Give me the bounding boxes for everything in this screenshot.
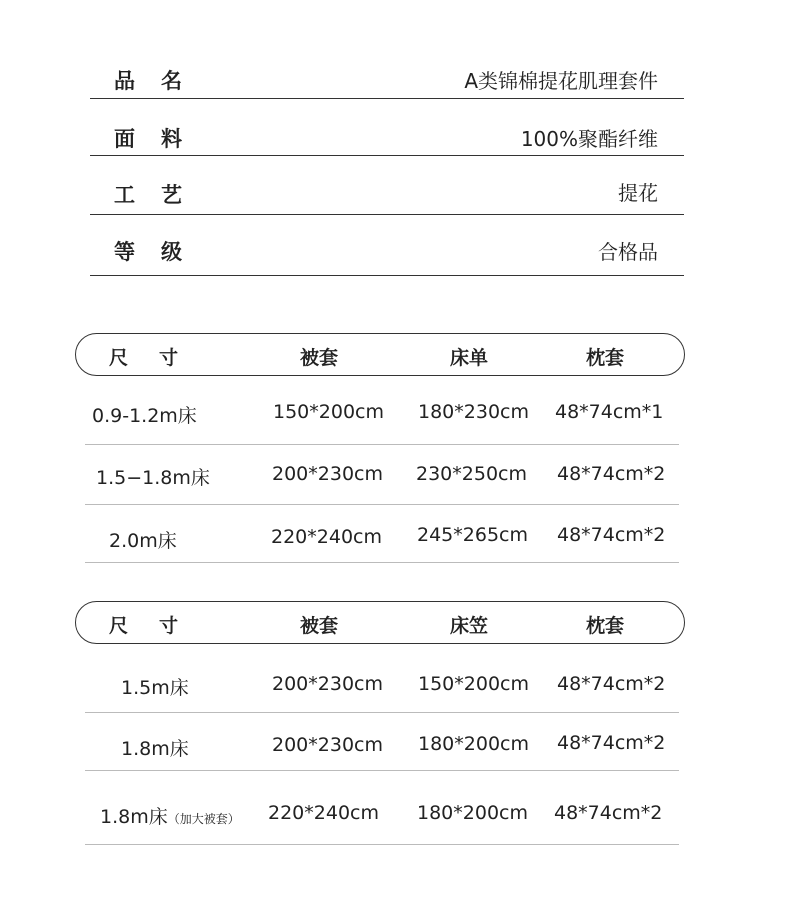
- spec-label-char: 品: [114, 69, 135, 93]
- cell-size: 0.9-1.2m床: [92, 405, 197, 427]
- spec-label-char: 级: [161, 240, 182, 264]
- header-fitted-sheet: 床笠: [450, 615, 489, 637]
- table-row: [85, 770, 679, 845]
- cell-sheet: 180*230cm: [418, 401, 529, 423]
- table-row: [85, 652, 679, 713]
- header-pillowcase: 枕套: [586, 615, 625, 637]
- size-table-header: [75, 333, 685, 376]
- cell-duvet: 200*230cm: [272, 734, 383, 756]
- cell-duvet: 150*200cm: [273, 401, 384, 423]
- cell-size-text: 1.8m床: [100, 806, 168, 828]
- cell-pillowcase: 48*74cm*2: [557, 463, 666, 485]
- spec-label-char: 面: [114, 127, 135, 151]
- header-pillowcase: 枕套: [586, 347, 625, 369]
- cell-size: [100, 802, 240, 829]
- spec-row-name: [90, 60, 684, 99]
- cell-fitted-sheet: 180*200cm: [418, 733, 529, 755]
- cell-sheet: 245*265cm: [417, 524, 528, 546]
- cell-duvet: 200*230cm: [272, 673, 383, 695]
- spec-label-char: 艺: [161, 183, 182, 207]
- spec-label-char: 名: [161, 69, 182, 93]
- cell-pillowcase: 48*74cm*1: [555, 401, 664, 423]
- header-duvet: 被套: [300, 615, 339, 637]
- table-row: [85, 504, 679, 563]
- table-row: [85, 384, 679, 445]
- header-sheet: 床单: [450, 347, 489, 369]
- cell-size-text: 1.5m床: [121, 677, 189, 699]
- header-size-char: 尺: [109, 615, 129, 637]
- cell-duvet: 200*230cm: [272, 463, 383, 485]
- cell-duvet: 220*240cm: [268, 802, 379, 824]
- cell-size: [121, 673, 189, 700]
- cell-size-text: 1.8m床: [121, 738, 189, 760]
- cell-size: 1.5−1.8m床: [96, 467, 210, 489]
- spec-value: A类锦棉提花肌理套件: [464, 69, 658, 93]
- header-size-char: 寸: [159, 615, 179, 637]
- header-size-char: 寸: [159, 347, 179, 369]
- size-table-header: [75, 601, 685, 644]
- cell-size: 2.0m床: [109, 530, 177, 552]
- spec-row-fabric: [90, 98, 684, 156]
- cell-sheet: 230*250cm: [416, 463, 527, 485]
- table-row: [85, 712, 679, 771]
- spec-row-grade: [90, 214, 684, 276]
- spec-value: 提花: [618, 181, 658, 205]
- spec-value: 合格品: [598, 240, 658, 264]
- spec-row-craft: [90, 155, 684, 215]
- cell-fitted-sheet: 150*200cm: [418, 673, 529, 695]
- spec-label-char: 工: [114, 183, 135, 207]
- spec-label-char: 料: [161, 127, 182, 151]
- cell-fitted-sheet: 180*200cm: [417, 802, 528, 824]
- cell-pillowcase: 48*74cm*2: [557, 673, 666, 695]
- table-row: [85, 444, 679, 505]
- cell-pillowcase: 48*74cm*2: [557, 524, 666, 546]
- spec-value: 100%聚酯纤维: [520, 127, 658, 151]
- cell-pillowcase: 48*74cm*2: [554, 802, 663, 824]
- cell-pillowcase: 48*74cm*2: [557, 732, 666, 754]
- cell-size: [121, 734, 189, 761]
- cell-duvet: 220*240cm: [271, 526, 382, 548]
- header-size-char: 尺: [109, 347, 129, 369]
- header-duvet: 被套: [300, 347, 339, 369]
- spec-label-char: 等: [114, 240, 135, 264]
- cell-size-note: （加大被套）: [167, 812, 240, 826]
